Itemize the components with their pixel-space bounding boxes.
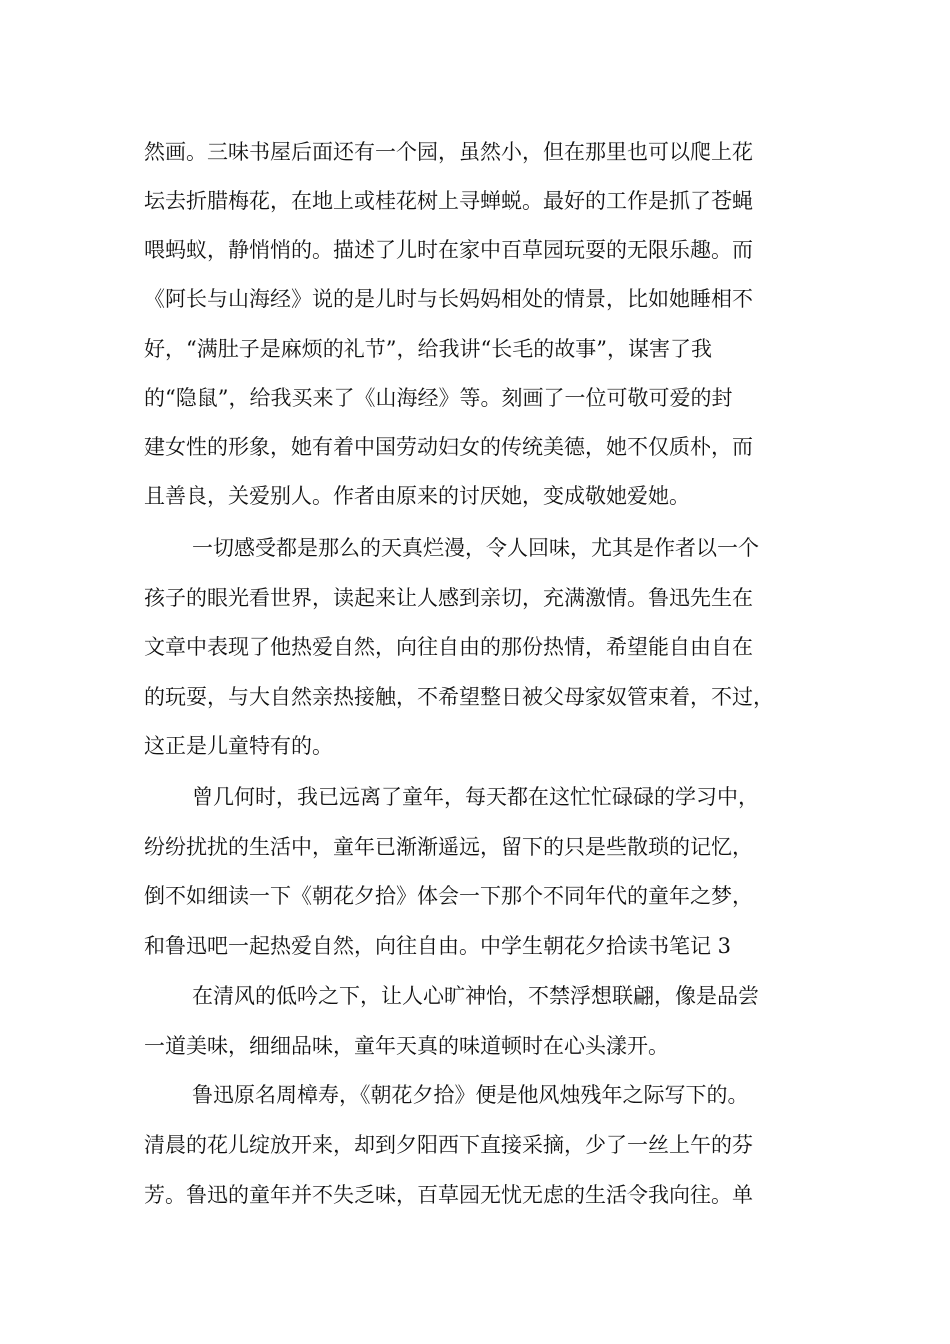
text-line: 然画。三味书屋后面还有一个园，虽然小，但在那里也可以爬上花 [144,140,753,164]
text-line: 一道美味，细细品味，童年天真的味道顿时在心头漾开。 [144,1034,669,1058]
text-line: 这正是儿童特有的。 [144,734,333,758]
text-line: 清晨的花儿绽放开来，却到夕阳西下直接采摘，少了一丝上午的芬 [144,1133,753,1157]
text-line: 好，“满肚子是麻烦的礼节”，给我讲“长毛的故事”，谋害了我 [144,337,712,361]
text-line: 的玩耍，与大自然亲热接触，不希望整日被父母家奴管束着，不过， [144,685,774,709]
text-line: 文章中表现了他热爱自然，向往自由的那份热情，希望能自由自在 [144,635,753,659]
text-line: 孩子的眼光看世界，读起来让人感到亲切，充满激情。鲁迅先生在 [144,586,753,610]
text-line: 且善良，关爱别人。作者由原来的讨厌她，变成敬她爱她。 [144,484,690,508]
text-line: 倒不如细读一下《朝花夕拾》体会一下那个不同年代的童年之梦， [144,884,753,908]
text-line: 纷纷扰扰的生活中，童年已渐渐遥远，留下的只是些散琐的记忆， [144,835,753,859]
text-line: 鲁迅原名周樟寿，《朝花夕拾》便是他风烛残年之际写下的。 [192,1083,749,1107]
text-line: 坛去折腊梅花，在地上或桂花树上寻蝉蜕。最好的工作是抓了苍蝇 [144,189,753,213]
text-line: 曾几何时，我已远离了童年，每天都在这忙忙碌碌的学习中， [192,785,759,809]
text-line: 一切感受都是那么的天真烂漫，令人回味，尤其是作者以一个 [192,536,759,560]
text-line: 在清风的低吟之下，让人心旷神怡，不禁浮想联翩，像是品尝 [192,984,759,1008]
text-line: 建女性的形象，她有着中国劳动妇女的传统美德，她不仅质朴，而 [144,435,753,459]
text-line: 《阿长与山海经》说的是儿时与长妈妈相处的情景，比如她睡相不 [144,287,753,311]
text-line: 和鲁迅吧一起热爱自然，向往自由。中学生朝花夕拾读书笔记 3 [144,934,732,958]
text-line: 芳。鲁迅的童年并不失乏味，百草园无忧无虑的生活令我向往。单 [144,1183,753,1207]
text-line: 的“隐鼠”，给我买来了《山海经》等。刻画了一位可敬可爱的封 [144,386,733,410]
text-line: 喂蚂蚁，静悄悄的。描述了儿时在家中百草园玩耍的无限乐趣。而 [144,238,753,262]
